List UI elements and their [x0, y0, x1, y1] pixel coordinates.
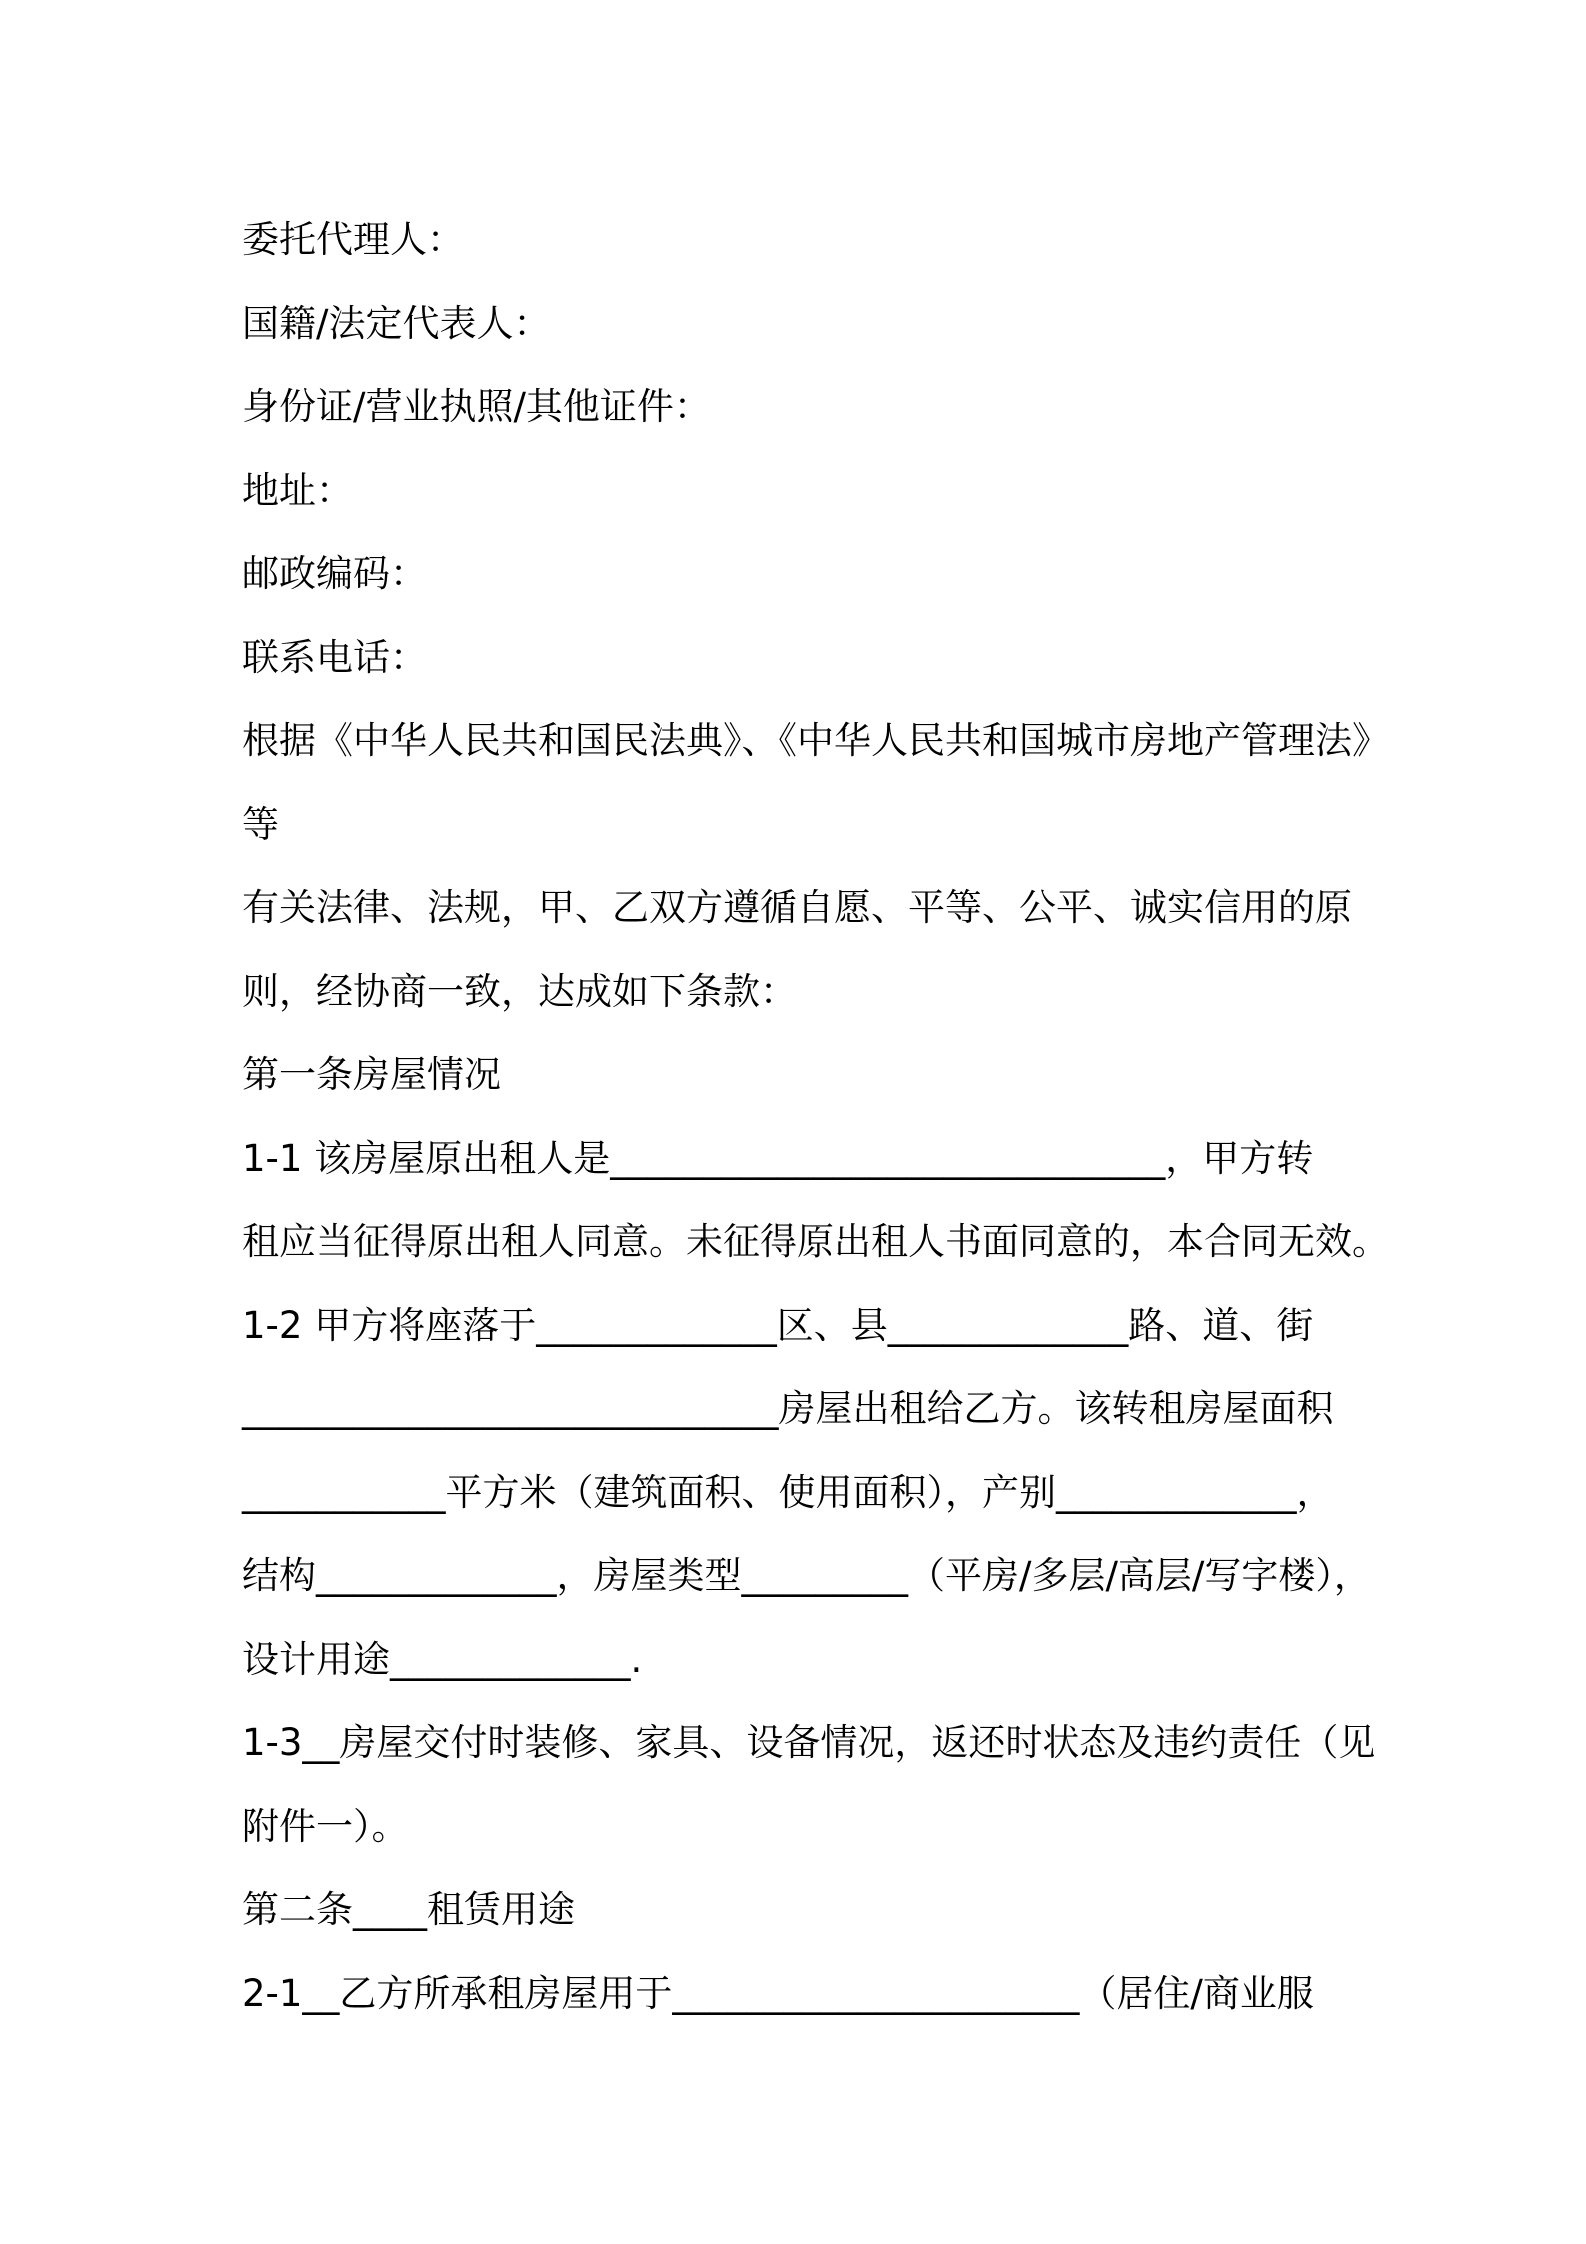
principles-line: 有关法律、法规，甲、乙双方遵循自愿、平等、公平、诚实信用的原: [242, 886, 1352, 929]
clause-1-2-continuation-3: 结构_____________，房屋类型_________（平房/多层/高层/写字楼），: [242, 1554, 1371, 1597]
address-line: 地址：: [242, 468, 353, 512]
legal-basis-continuation: 等: [242, 802, 279, 846]
clause-2-1-line: 2-1__乙方所承租房屋用于______________________（居住/商业服: [242, 1971, 1314, 2015]
clause-1-2-continuation-1: _____________________________房屋出租给乙方。该转租房屋面积: [242, 1387, 1334, 1430]
clause-1-1-line: 1-1 该房屋原出租人是______________________________，甲方转: [242, 1136, 1314, 1180]
clause-1-2-continuation-4: 设计用途_____________.: [242, 1637, 643, 1681]
clause-1-3-continuation: 附件一）。: [242, 1804, 409, 1848]
clause-1-2-line: 1-2 甲方将座落于_____________区、县_____________路、道、街: [242, 1303, 1314, 1347]
contract-body: [242, 198, 1389, 2035]
article-2-heading: 第二条____租赁用途: [242, 1888, 575, 1931]
id-license-line: 身份证/营业执照/其他证件：: [242, 385, 711, 428]
principles-continuation: 则，经协商一致，达成如下条款：: [242, 969, 797, 1013]
agent-field-line: 委托代理人：: [242, 218, 464, 261]
clause-1-2-continuation-2: ___________平方米（建筑面积、使用面积），产别_____________，: [242, 1470, 1334, 1514]
phone-line: 联系电话：: [242, 635, 427, 679]
clause-1-3-line: 1-3__房屋交付时装修、家具、设备情况，返还时状态及违约责任（见: [242, 1721, 1376, 1764]
nationality-representative-line: 国籍/法定代表人：: [242, 301, 551, 345]
article-1-heading: 第一条房屋情况: [242, 1053, 501, 1096]
postal-code-line: 邮政编码：: [242, 552, 427, 595]
clause-1-1-continuation: 租应当征得原出租人同意。未征得原出租人书面同意的，本合同无效。: [242, 1220, 1389, 1263]
legal-basis-line: 根据《中华人民共和国民法典》、《中华人民共和国城市房地产管理法》: [242, 719, 1389, 762]
